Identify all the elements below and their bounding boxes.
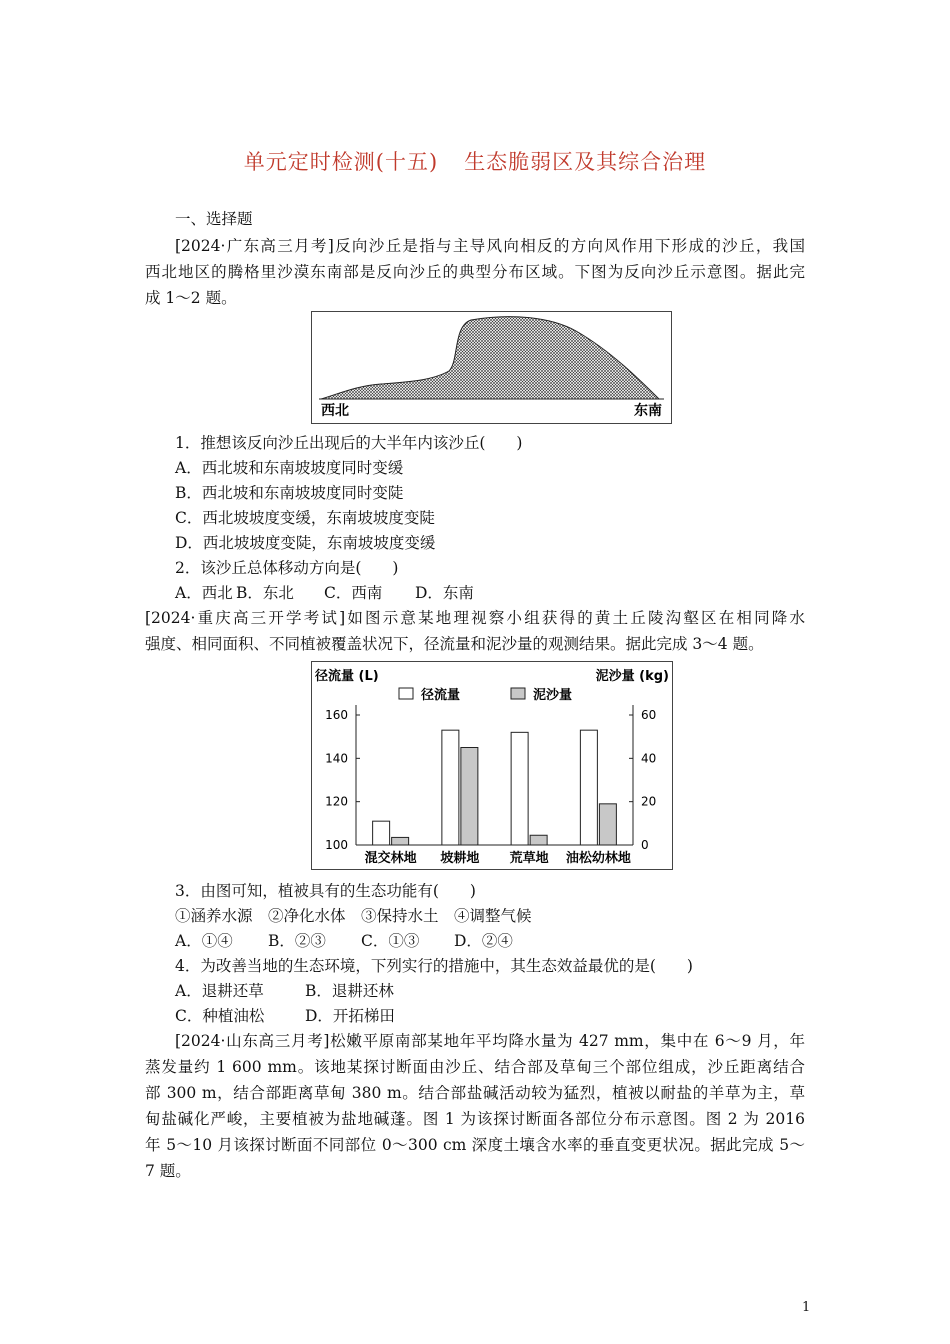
intro3-line: 蒸发量约 1 600 mm。该地某探讨断面由沙丘、结合部及草甸三个部位组成，沙丘距离结合 [145,1058,805,1076]
q2-stem: 2．该沙丘总体移动方向是( ) [175,559,399,577]
intro3-line: 7 题。 [145,1162,191,1180]
x-tick-label: 油松幼林地 [565,851,631,866]
runoff-sediment-chart [311,661,673,870]
intro3-line: [2024·山东高三月考]松嫩平原南部某地年平均降水量为 427 mm，集中在 6～9 月，年 [175,1032,805,1050]
q4-option: A．退耕还草 [175,982,264,1000]
y-tick-label-left: 140 [325,751,348,766]
intro2-line: 强度、相同面积、不同植被覆盖状况下，径流量和泥沙量的观测结果。据此完成 3～4 题。 [145,635,764,653]
intro1-line: 成 1～2 题。 [145,289,237,307]
q1-option: C．西北坡坡度变缓，东南坡坡度变陡 [175,509,435,527]
q4-option: C．种植油松 [175,1007,265,1025]
bar-runoff [373,821,390,845]
q1-option: B．西北坡和东南坡坡度同时变陡 [175,484,404,502]
title-sub: 生态脆弱区及其综合治理 [464,150,707,174]
intro1-line: [2024·广东高三月考]反向沙丘是指与主导风向相反的方向风作用下形成的沙丘，我国 [175,237,805,255]
dune-figure [311,311,672,424]
q3-option: A．①④ [175,932,233,950]
q3-option: C．①③ [361,932,420,950]
legend-label: 径流量 [421,688,461,703]
q3-items: ①涵养水源 ②净化水体 ③保持水土 ④调整气候 [175,907,532,925]
y-tick-label-right: 20 [641,794,657,809]
y-tick-label-right: 0 [641,838,649,852]
q1-option: A．西北坡和东南坡坡度同时变缓 [175,459,404,477]
bar-sediment [530,835,547,845]
q4-stem: 4．为改善当地的生态环境，下列实行的措施中，其生态效益最优的是( ) [175,957,693,975]
legend-label: 泥沙量 [533,688,573,703]
y-tick-label-right: 60 [641,708,657,722]
q3-option: B．②③ [268,932,326,950]
dune-label-northwest: 西北 [321,403,349,419]
x-tick-label: 荒草地 [509,851,549,866]
y-tick-label-right: 40 [641,751,657,766]
page-number: 1 [802,1300,811,1315]
q2-option: C．西南 [324,584,383,602]
section-heading: 一、选择题 [175,210,253,228]
y-axis-left-label: 径流量 (L) [315,669,379,684]
q2-option: B．东北 [236,584,294,602]
q4-option: D．开拓梯田 [305,1007,395,1025]
intro1-line: 西北地区的腾格里沙漠东南部是反向沙丘的典型分布区域。下图为反向沙丘示意图。据此完 [145,263,805,281]
q2-option: D．东南 [415,584,474,602]
x-tick-label: 坡耕地 [440,851,480,866]
title-main: 单元定时检测(十五) [243,150,439,174]
intro3-line: 甸盐碱化严峻，主要植被为盐地碱蓬。图 1 为该探讨断面各部位分布示意图。图 2 为 2016 [145,1110,805,1128]
y-axis-right-label: 泥沙量 (kg) [595,669,669,684]
intro3-line: 部 300 m，结合部距离草甸 380 m。结合部盐碱活动较为猛烈，植被以耐盐的羊草为主，草 [145,1084,805,1102]
bar-runoff [580,730,597,845]
q1-stem: 1．推想该反向沙丘出现后的大半年内该沙丘( ) [175,434,523,452]
bar-runoff [442,730,459,845]
chart-frame [312,662,673,870]
bar-sediment [599,804,616,845]
x-tick-label: 混交林地 [364,851,417,866]
intro2-line: [2024·重庆高三开学考试]如图示意某地理视察小组获得的黄土丘陵沟壑区在相同降水 [145,609,805,627]
q1-option: D．西北坡坡度变陡，东南坡坡度变缓 [175,534,436,552]
q4-options-row2 [175,1005,395,1027]
bar-sediment [461,748,478,846]
legend-swatch [511,688,525,699]
y-tick-label-left: 100 [325,838,348,852]
dune-label-southeast: 东南 [634,403,662,419]
y-tick-label-left: 160 [325,708,348,722]
q2-options [175,582,474,604]
q3-options [175,930,513,952]
intro3-line: 年 5～10 月该探讨断面不同部位 0～300 cm 深度土壤含水率的垂直变更状况。据此完成 5～ [145,1136,805,1154]
legend-swatch [399,688,413,699]
q4-option: B．退耕还林 [305,982,394,1000]
q4-options-row1 [175,980,394,1002]
bar-sediment [392,837,409,845]
page-title [0,146,950,176]
q2-option: A．西北 [175,584,233,602]
y-tick-label-left: 120 [325,794,348,809]
bar-runoff [511,732,528,845]
q3-stem: 3．由图可知，植被具有的生态功能有( ) [175,882,476,900]
q3-option: D．②④ [454,932,513,950]
